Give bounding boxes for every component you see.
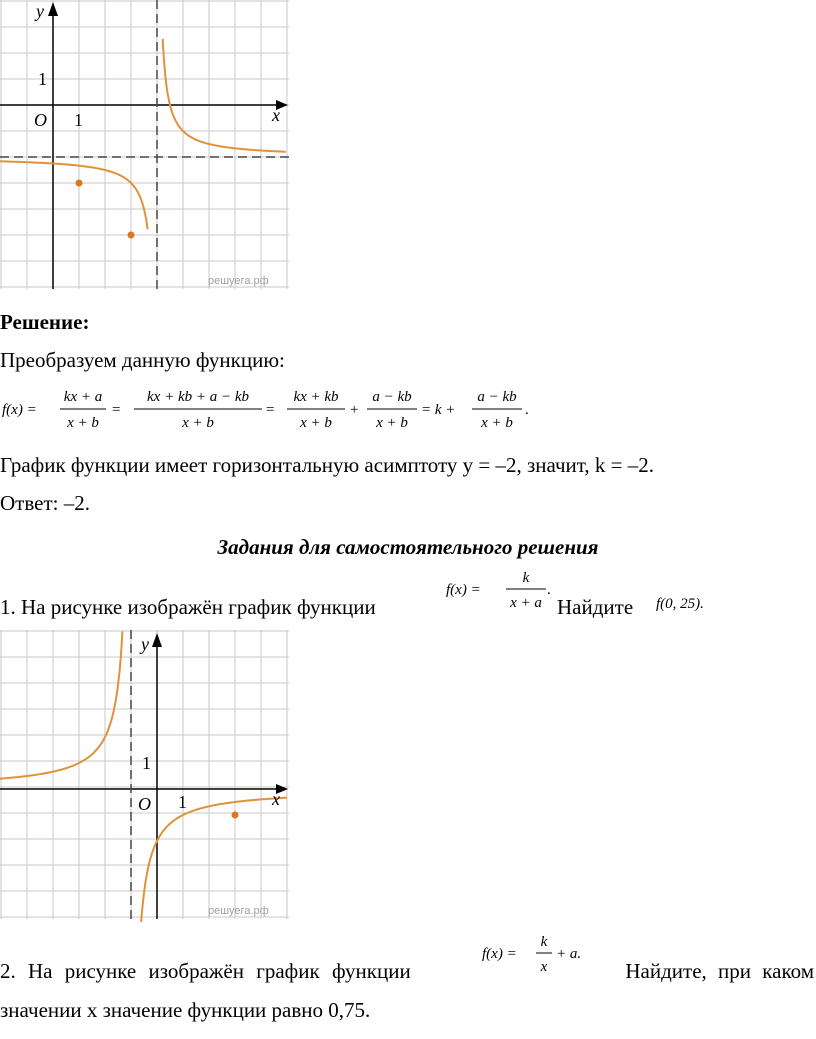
y-axis-arrow	[48, 2, 58, 16]
fraction-denominator: x	[540, 959, 548, 975]
fraction-denominator: x + a	[510, 595, 542, 611]
fraction-numerator: k	[522, 570, 530, 586]
graph-point	[232, 812, 239, 819]
fraction-3-denominator: x + b	[300, 415, 332, 431]
hyperbola-right-branch	[163, 39, 286, 152]
formula-lhs: f(x) =	[482, 946, 517, 962]
y-axis-label: y	[36, 1, 44, 21]
period: .	[525, 402, 529, 418]
watermark: решуега.рф	[208, 275, 269, 287]
equals-k-plus: = k +	[421, 402, 456, 418]
solution-heading: Решение:	[0, 310, 90, 334]
tick-x-label: 1	[178, 792, 187, 812]
fraction-1-denominator: x + b	[67, 415, 99, 431]
grid-1	[0, 0, 289, 289]
fraction-5-numerator: a − kb	[477, 389, 517, 405]
hyperbola-left-branch	[0, 631, 122, 778]
task-1-formula	[444, 566, 556, 618]
task-1-text: 1. На рисунке изображён график функции	[0, 595, 376, 619]
origin-label: O	[138, 794, 151, 814]
task-1-find-formula	[654, 588, 734, 614]
fraction-3-numerator: kx + kb	[293, 389, 339, 405]
fraction-2-numerator: kx + kb + a − kb	[147, 389, 249, 405]
task-2-formula	[480, 930, 590, 982]
y-axis-arrow	[152, 633, 162, 647]
find-value: f(0, 25).	[656, 596, 704, 612]
x-axis-label: x	[272, 789, 280, 809]
tick-y-label: 1	[38, 69, 47, 89]
task-2-find-label: Найдите, при каком	[625, 959, 814, 983]
plus-sign: +	[350, 402, 359, 418]
task-1-find-label: Найдите	[557, 595, 634, 619]
formula-lhs: f(x) =	[446, 582, 481, 598]
solution-intro: Преобразуем данную функцию:	[0, 348, 285, 372]
graph-point	[76, 180, 83, 187]
x-axis-label: x	[272, 105, 280, 125]
tick-y-label: 1	[142, 753, 151, 773]
hyperbola-left-branch	[0, 161, 148, 229]
fraction-4-numerator: a − kb	[372, 389, 412, 405]
fraction-numerator: k	[540, 934, 548, 950]
fraction-5-denominator: x + b	[481, 415, 513, 431]
tick-x-label: 1	[74, 110, 83, 130]
period: .	[547, 582, 551, 598]
asymptote-conclusion: График функции имеет горизонтальную асимптоту y = –2, значит, k = –2.	[0, 453, 654, 477]
equals-sign: =	[266, 402, 275, 418]
fraction-2-denominator: x + b	[182, 415, 214, 431]
answer: Ответ: –2.	[0, 491, 90, 515]
origin-label: O	[34, 110, 47, 130]
task-2-text: 2. На рисунке изображён график функции	[0, 959, 411, 983]
fraction-1-numerator: kx + a	[63, 389, 103, 405]
equals-sign: =	[112, 402, 121, 418]
graph-point	[128, 232, 135, 239]
formula-tail: + a.	[556, 946, 582, 962]
formula-lhs: f(x) =	[2, 402, 37, 418]
task-2-line-2: значении x значение функции равно 0,75.	[0, 998, 371, 1022]
graph-2	[0, 630, 292, 922]
solution-formula	[0, 383, 540, 435]
tasks-heading: Задания для самостоятельного решения	[217, 535, 599, 559]
watermark: решуега.рф	[208, 905, 269, 917]
fraction-4-denominator: x + b	[376, 415, 408, 431]
graph-1	[0, 0, 292, 292]
y-axis-label: y	[141, 634, 149, 654]
